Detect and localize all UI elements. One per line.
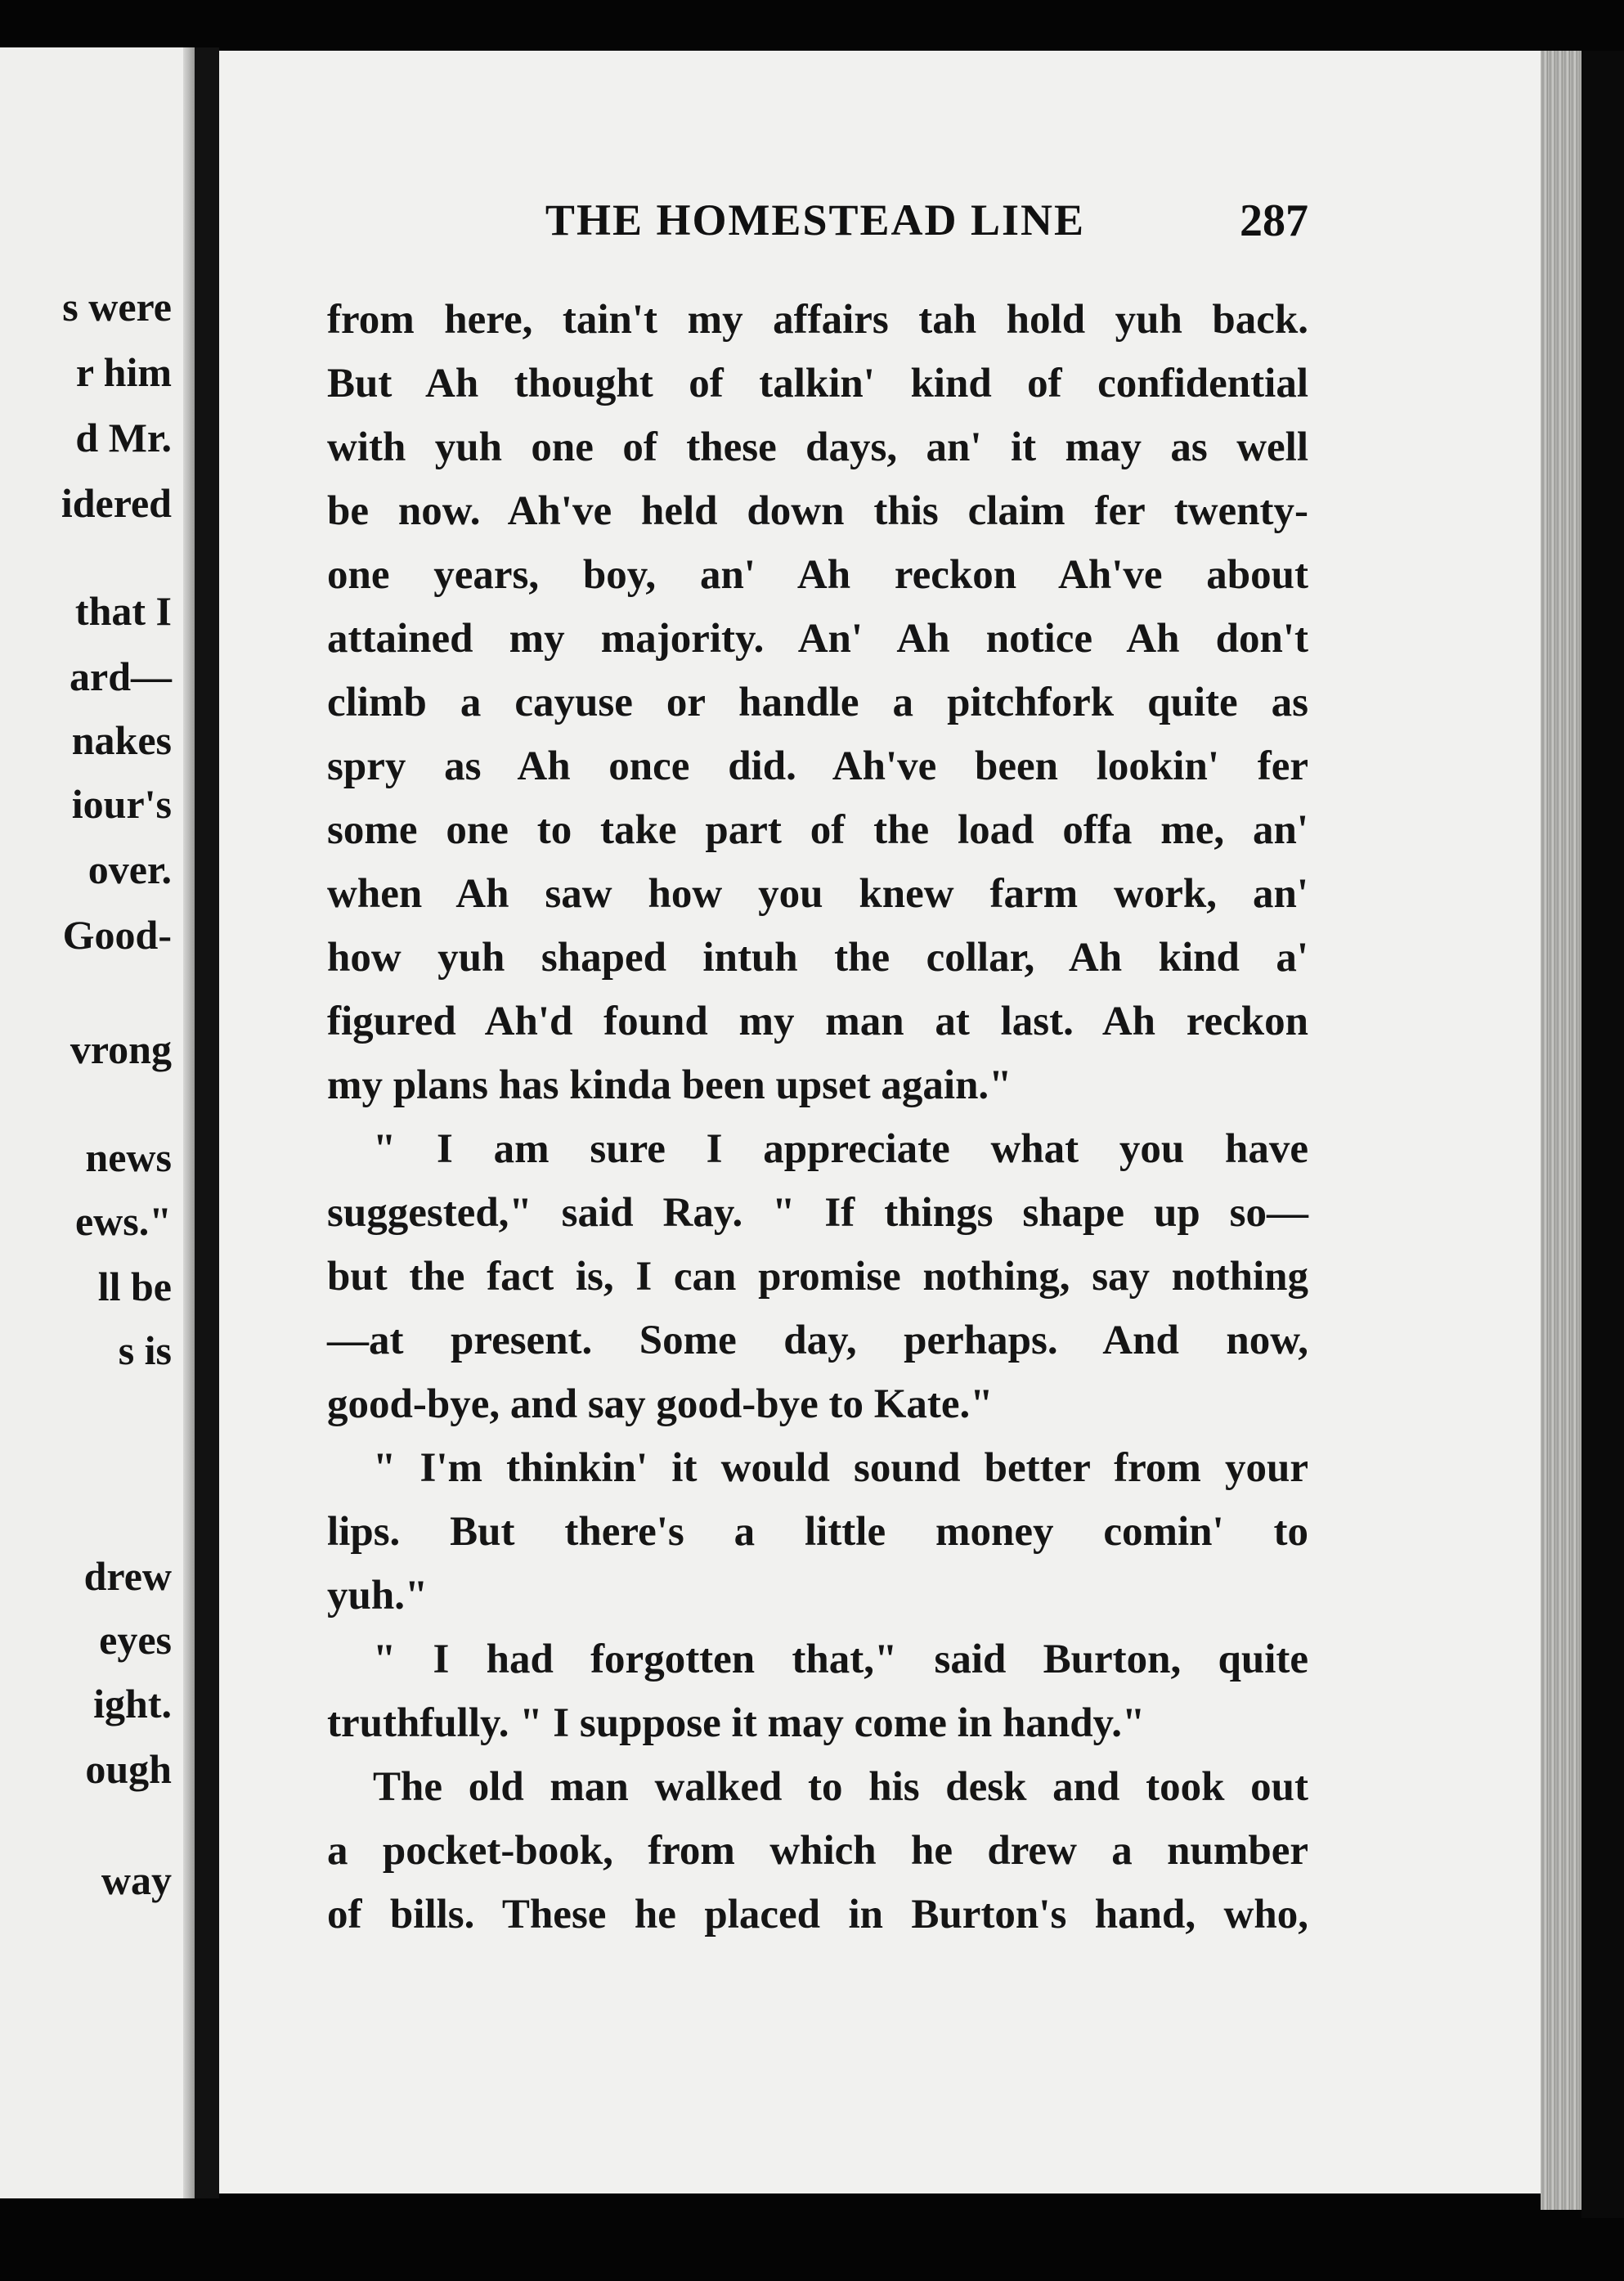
text-line: some one to take part of the load offa me, an' bbox=[327, 807, 1308, 853]
text-line: —at present. Some day, perhaps. And now, bbox=[327, 1318, 1308, 1363]
left-page-gutter bbox=[183, 47, 195, 2198]
text-line: from here, tain't my affairs tah hold yuh back. bbox=[327, 297, 1308, 343]
text-line: when Ah saw how you knew farm work, an' bbox=[327, 871, 1308, 917]
text-line: a pocket-book, from which he drew a number bbox=[327, 1828, 1308, 1874]
facing-page-line: that I bbox=[74, 588, 172, 634]
text-line: " I am sure I appreciate what you have bbox=[373, 1126, 1308, 1172]
scan-border bbox=[1581, 51, 1624, 2218]
facing-page-line: way bbox=[101, 1857, 172, 1903]
facing-page-line: over. bbox=[87, 846, 172, 892]
text-line: my plans has kinda been upset again." bbox=[327, 1062, 1012, 1108]
facing-page-line: ard— bbox=[70, 653, 172, 699]
text-line: But Ah thought of talkin' kind of confidential bbox=[327, 361, 1308, 406]
facing-page-line: r him bbox=[75, 349, 172, 395]
facing-page-line: ight. bbox=[93, 1681, 172, 1726]
facing-page-line: ews." bbox=[74, 1198, 172, 1244]
text-line: of bills. These he placed in Burton's hand, who, bbox=[327, 1892, 1308, 1938]
facing-page-line: nakes bbox=[71, 717, 172, 763]
facing-page-line: vrong bbox=[70, 1026, 172, 1072]
text-line: spry as Ah once did. Ah've been lookin' fer bbox=[327, 743, 1308, 789]
facing-page-line: news bbox=[85, 1134, 172, 1180]
facing-page-line: eyes bbox=[99, 1617, 172, 1663]
text-line: truthfully. " I suppose it may come in handy." bbox=[327, 1700, 1146, 1746]
facing-page-line: iour's bbox=[71, 781, 172, 827]
facing-page-line: drew bbox=[83, 1553, 172, 1599]
text-line: but the fact is, I can promise nothing, say nothing bbox=[327, 1254, 1308, 1300]
page-edges bbox=[1541, 51, 1581, 2210]
running-head: THE HOMESTEAD LINE bbox=[545, 195, 1086, 245]
facing-page-line: idered bbox=[61, 480, 172, 526]
book-binding bbox=[195, 47, 219, 2198]
facing-page-line: s were bbox=[62, 284, 172, 330]
text-line: The old man walked to his desk and took out bbox=[373, 1764, 1308, 1810]
facing-page-line: ough bbox=[85, 1746, 172, 1792]
body-text bbox=[327, 288, 1308, 1946]
text-line: one years, boy, an' Ah reckon Ah've about bbox=[327, 552, 1308, 598]
text-line: " I had forgotten that," said Burton, quite bbox=[373, 1637, 1308, 1682]
text-line: yuh." bbox=[327, 1573, 428, 1619]
text-line: climb a cayuse or handle a pitchfork quite as bbox=[327, 680, 1308, 725]
facing-page-line: Good- bbox=[62, 912, 172, 958]
text-line: suggested," said Ray. " If things shape up so— bbox=[327, 1190, 1308, 1236]
text-line: attained my majority. An' Ah notice Ah don't bbox=[327, 616, 1308, 662]
text-line: lips. But there's a little money comin' to bbox=[327, 1509, 1308, 1555]
text-line: with yuh one of these days, an' it may as well bbox=[327, 424, 1308, 470]
facing-page-fragment bbox=[0, 47, 195, 2198]
facing-page-line: s is bbox=[118, 1327, 172, 1373]
text-line: good-bye, and say good-bye to Kate." bbox=[327, 1381, 994, 1427]
text-line: figured Ah'd found my man at last. Ah reckon bbox=[327, 999, 1308, 1044]
facing-page-line: d Mr. bbox=[75, 415, 172, 460]
page-number: 287 bbox=[1240, 195, 1308, 246]
text-line: " I'm thinkin' it would sound better from your bbox=[373, 1445, 1308, 1491]
facing-page-line: ll be bbox=[97, 1264, 172, 1309]
text-line: how yuh shaped intuh the collar, Ah kind a' bbox=[327, 935, 1308, 981]
text-line: be now. Ah've held down this claim fer twenty- bbox=[327, 488, 1308, 534]
